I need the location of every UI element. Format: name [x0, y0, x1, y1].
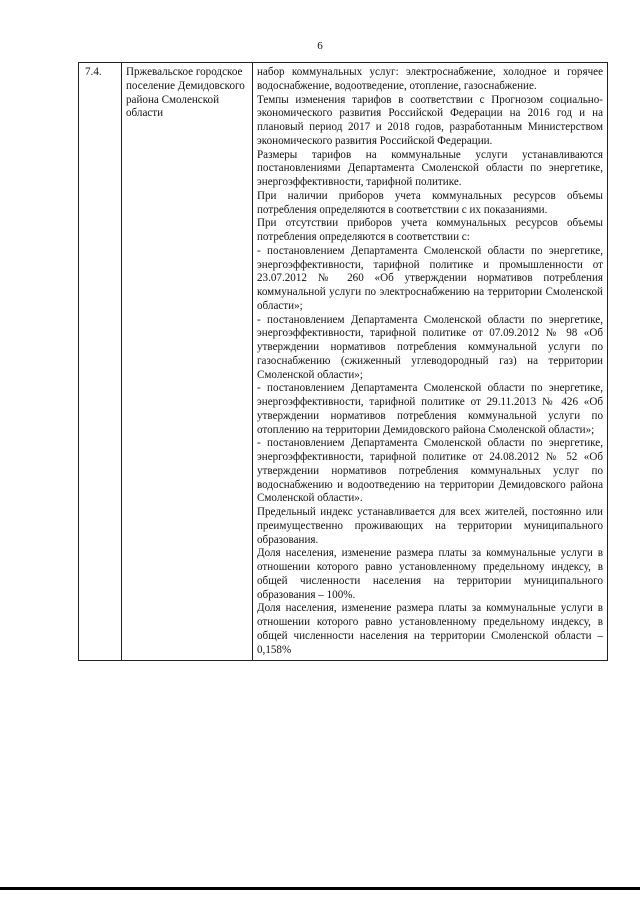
paragraph-population-share-municipal: Доля населения, изменение размера платы за коммунальные услуги в отношении которого равно установленному предельному индексу, в общей численности населения на территории муниципального образования – 100%.: [257, 547, 603, 601]
paragraph-services: набор коммунальных услуг: электроснабжение, холодное и горячее водоснабжение, водоотведение, отопление, газоснабжение.: [257, 66, 603, 92]
table-row: [79, 63, 608, 661]
row-number-cell: 7.4.: [79, 63, 122, 661]
bottom-divider: [0, 887, 640, 890]
paragraph-with-meters: При наличии приборов учета коммунальных ресурсов объемы потребления определяются в соответствии с их показаниями.: [257, 189, 603, 216]
resolution-gas: - постановлением Департамента Смоленской области по энергетике, энергоэффективности, тарифной политике от 07.09.2012 № 98 «Об утверждении нормативов потребления коммунальной услуги по газоснабжению (сжиженный углеводородный газ) на территории Смоленской области»;: [257, 313, 603, 381]
tariff-table: [78, 62, 608, 661]
paragraph-tariff-rates: Темпы изменения тарифов в соответствии с Прогнозом социально-экономического развития Российской Федерации на 2016 год и на плановый период 2017 и 2018 годов, разработанным Министерством экономического развития Российской Федерации.: [257, 93, 603, 147]
paragraph-limit-index: Предельный индекс устанавливается для всех жителей, постоянно или преимущественно проживающих на территории муниципального образования.: [257, 506, 603, 546]
description-cell: [253, 63, 608, 661]
paragraph-population-share-region: Доля населения, изменение размера платы за коммунальные услуги в отношении которого равно установленному предельному индексу, в общей численности населения на территории Смоленской области – 0,158%: [257, 602, 603, 656]
page-number: 6: [317, 40, 323, 52]
municipality-cell: Пржевальское городское поселение Демидовского района Смоленской области: [122, 63, 253, 661]
paragraph-without-meters: При отсутствии приборов учета коммунальных ресурсов объемы потребления определяются в соответствии с:: [257, 217, 603, 243]
paragraph-tariff-sizes: Размеры тарифов на коммунальные услуги устанавливаются постановлениями Департамента Смоленской области по энергетике, энергоэффективности, тарифной политике.: [257, 148, 603, 188]
resolution-water: - постановлением Департамента Смоленской области по энергетике, энергоэффективности, тарифной политике от 24.08.2012 № 52 «Об утверждении нормативов потребления коммунальных услуг по водоснабжению и водоотведению на территории Демидовского района Смоленской области».: [257, 437, 603, 505]
resolution-electricity: - постановлением Департамента Смоленской области по энергетике, энергоэффективности, тарифной политике и промышленности от 23.07.2012 № 260 «Об утверждении нормативов потребления коммунальной услуги по электроснабжению на территории Смоленской области»;: [257, 244, 603, 312]
resolution-heating: - постановлением Департамента Смоленской области по энергетике, энергоэффективности, тарифной политике от 29.11.2013 № 426 «Об утверждении нормативов потребления коммунальной услуги по отоплению на территории Демидовского района Смоленской области»;: [257, 382, 603, 436]
